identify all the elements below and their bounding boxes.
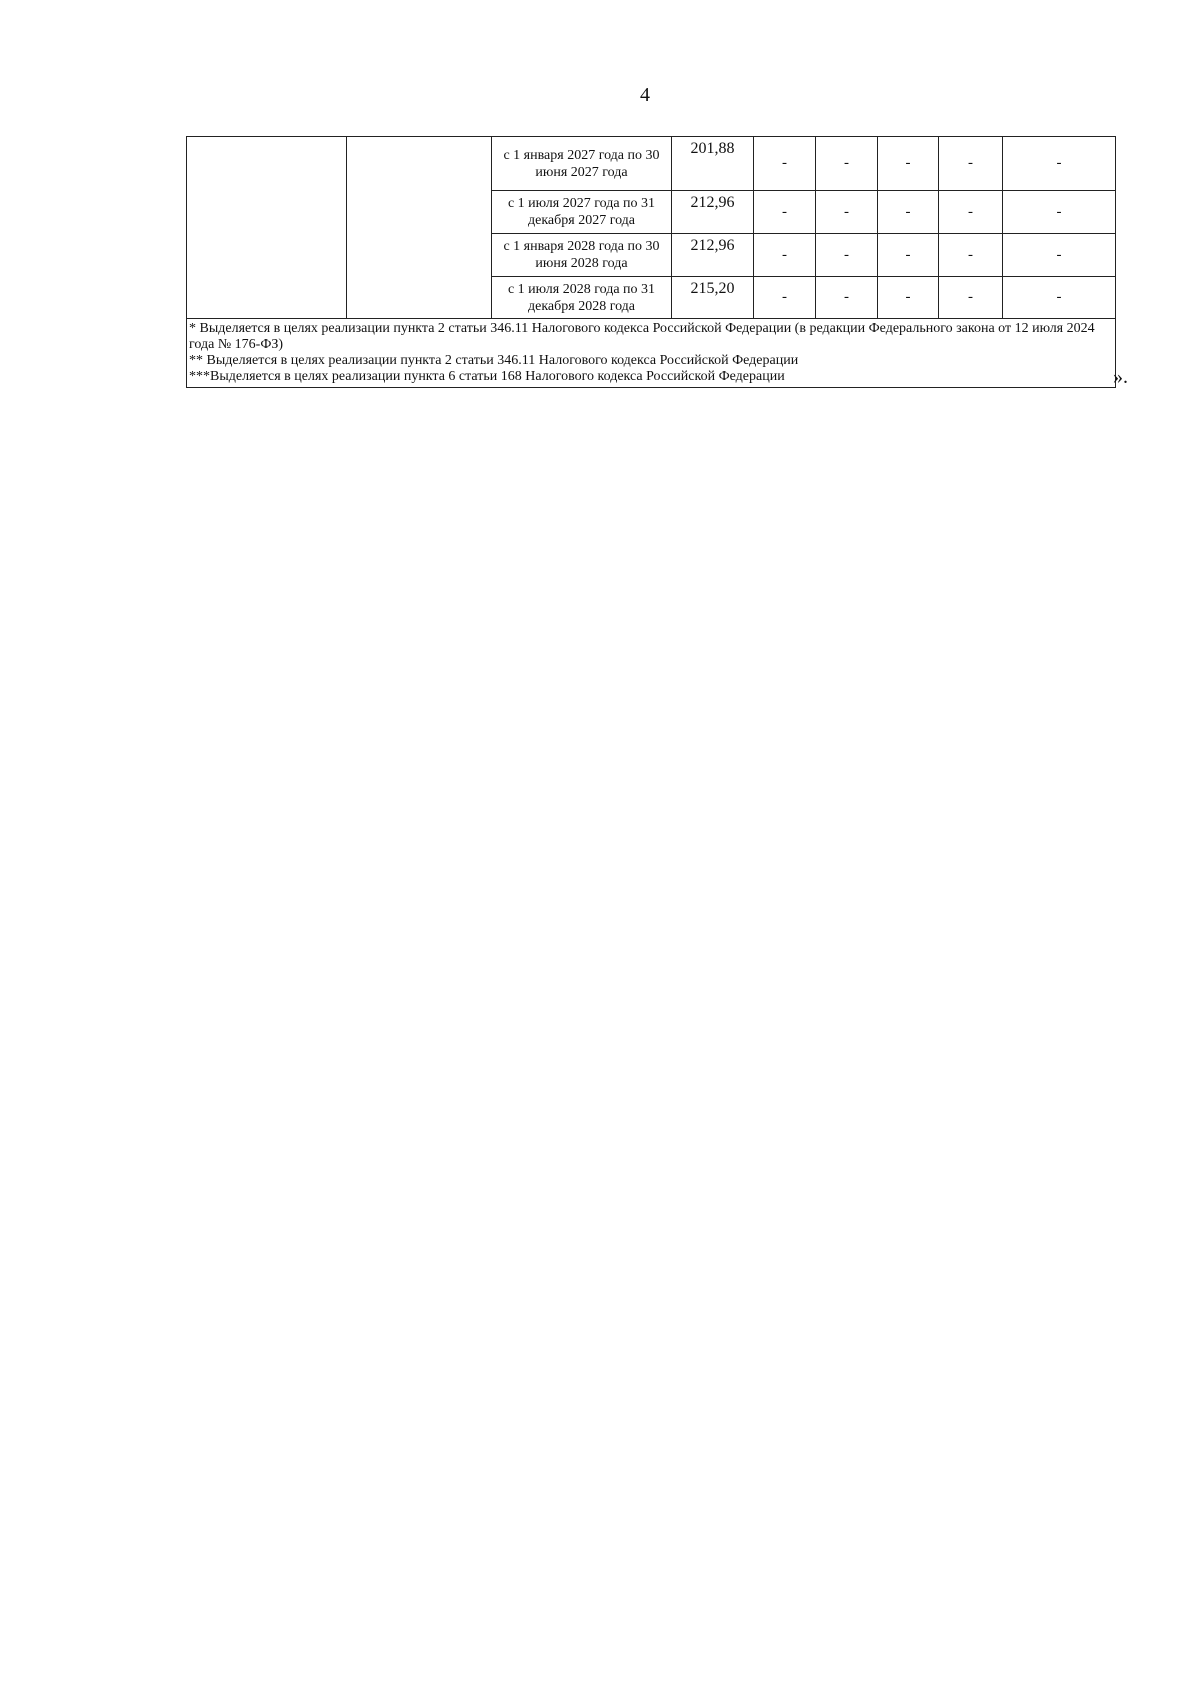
dash-cell: - [1003, 234, 1116, 277]
dash-cell: - [754, 137, 816, 191]
closing-quote-mark: ». [1113, 366, 1128, 388]
dash-cell: - [878, 277, 939, 319]
dash-cell: - [939, 234, 1003, 277]
dash-cell: - [754, 234, 816, 277]
dash-cell: - [754, 277, 816, 319]
dash-cell: - [816, 277, 878, 319]
dash-cell: - [878, 137, 939, 191]
table-row [187, 137, 1116, 191]
footnotes-cell [187, 319, 1116, 388]
period-cell: с 1 января 2027 года по 30 июня 2027 года [492, 137, 672, 191]
dash-cell: - [816, 234, 878, 277]
dash-cell: - [878, 191, 939, 234]
footnotes-row [187, 319, 1116, 388]
tariff-value-cell: 215,20 [672, 277, 754, 319]
dash-cell: - [939, 191, 1003, 234]
page-number: 4 [640, 84, 650, 106]
empty-cell-group [347, 137, 492, 319]
tariff-value-cell: 212,96 [672, 234, 754, 277]
period-cell: с 1 июля 2028 года по 31 декабря 2028 года [492, 277, 672, 319]
dash-cell: - [816, 191, 878, 234]
tariff-table [186, 136, 1116, 388]
empty-cell-group [187, 137, 347, 319]
dash-cell: - [1003, 191, 1116, 234]
footnote-2: ** Выделяется в целях реализации пункта 2 статьи 346.11 Налогового кодекса Российской Федерации [189, 353, 799, 368]
dash-cell: - [1003, 277, 1116, 319]
dash-cell: - [816, 137, 878, 191]
dash-cell: - [939, 137, 1003, 191]
footnote-3: ***Выделяется в целях реализации пункта 6 статьи 168 Налогового кодекса Российской Федерации [189, 369, 785, 384]
period-cell: с 1 января 2028 года по 30 июня 2028 года [492, 234, 672, 277]
tariff-value-cell: 201,88 [672, 137, 754, 191]
dash-cell: - [754, 191, 816, 234]
tariff-value-cell: 212,96 [672, 191, 754, 234]
period-cell: с 1 июля 2027 года по 31 декабря 2027 года [492, 191, 672, 234]
dash-cell: - [939, 277, 1003, 319]
dash-cell: - [878, 234, 939, 277]
dash-cell: - [1003, 137, 1116, 191]
footnote-1: * Выделяется в целях реализации пункта 2 статьи 346.11 Налогового кодекса Российской Федерации (в редакции Федерального закона от 12 июля 2024 года № 176-ФЗ) [189, 321, 1095, 352]
